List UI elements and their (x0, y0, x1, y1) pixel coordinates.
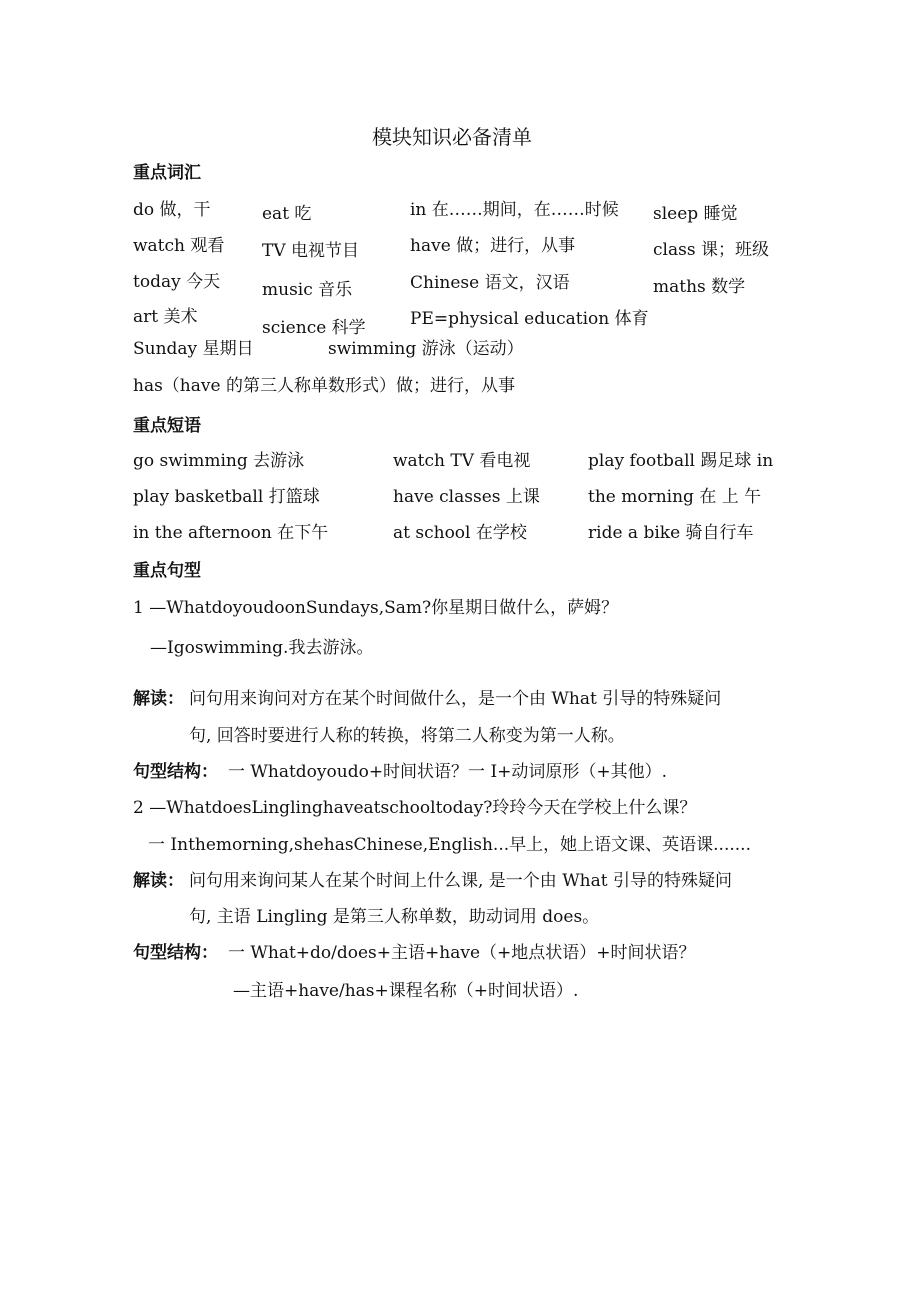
vocab-item: have 做；进行，从事 (410, 236, 576, 256)
page-title: 模块知识必备清单 (372, 125, 532, 149)
structure-text: 一 What+do/does+主语+have（+地点状语）+时间状语？ (228, 943, 696, 963)
phrase-item: ride a bike 骑自行车 (588, 523, 754, 543)
vocab-item: in 在……期间，在……时候 (410, 200, 619, 220)
explain-label: 解读： (133, 689, 184, 709)
explain-text: 问句用来询问某人在某个时间上什么课, 是一个由 What 引导的特殊疑问 (189, 871, 733, 891)
vocab-item: class 课；班级 (653, 240, 769, 260)
sentence-question: 2 —WhatdoesLinglinghaveatschooltoday?玲玲今天在学校上什么课？ (133, 798, 697, 818)
structure-label: 句型结构： (133, 943, 218, 963)
phrase-item: play football 踢足球 in (588, 451, 774, 471)
vocab-item: maths 数学 (653, 277, 746, 297)
explain-label: 解读： (133, 871, 184, 891)
phrase-item: in the afternoon 在下午 (133, 523, 329, 543)
vocab-item: swimming 游泳（运动） (328, 339, 524, 359)
vocab-item: science 科学 (262, 318, 366, 338)
vocab-item: watch 观看 (133, 236, 225, 256)
vocab-item: TV 电视节目 (262, 241, 360, 261)
phrases-heading: 重点短语 (133, 416, 201, 436)
sentence-question: 1 —WhatdoyoudoonSundays,Sam?你星期日做什么，萨姆？ (133, 598, 619, 618)
phrase-item: have classes 上课 (393, 487, 540, 507)
vocab-item: Chinese 语文，汉语 (410, 273, 570, 293)
vocab-item: today 今天 (133, 272, 221, 292)
explain-text: 问句用来询问对方在某个时间做什么，是一个由 What 引导的特殊疑问 (189, 689, 722, 709)
vocab-heading: 重点词汇 (133, 163, 201, 183)
vocab-item: Sunday 星期日 (133, 339, 254, 359)
vocab-item: has（have 的第三人称单数形式）做；进行，从事 (133, 376, 515, 396)
vocab-item: music 音乐 (262, 280, 353, 300)
explain-text: 句, 回答时要进行人称的转换，将第二人称变为第一人称。 (189, 726, 625, 746)
vocab-item: art 美术 (133, 307, 198, 327)
vocab-item: do 做，干 (133, 200, 211, 220)
phrase-item: play basketball 打篮球 (133, 487, 320, 507)
phrase-item: watch TV 看电视 (393, 451, 531, 471)
vocab-item: eat 吃 (262, 204, 312, 224)
structure-text: 一 Whatdoyoudo+时间状语？一 I+动词原形（+其他）. (228, 762, 668, 782)
structure-text: —主语+have/has+课程名称（+时间状语）. (233, 981, 579, 1001)
vocab-item: PE=physical education 体育 (410, 309, 649, 329)
vocab-item: sleep 睡觉 (653, 204, 738, 224)
structure-label: 句型结构： (133, 762, 218, 782)
sentence-answer: 一 Inthemorning,shehasChinese,English...早上，她上语文课、英语课....... (148, 835, 751, 855)
phrase-item: go swimming 去游泳 (133, 451, 305, 471)
sentence-answer: —Igoswimming.我去游泳。 (150, 638, 374, 658)
phrase-item: at school 在学校 (393, 523, 527, 543)
phrase-item: the morning 在 上 午 (588, 487, 762, 507)
sentences-heading: 重点句型 (133, 561, 201, 581)
explain-text: 句, 主语 Lingling 是第三人称单数，助动词用 does。 (189, 907, 600, 927)
